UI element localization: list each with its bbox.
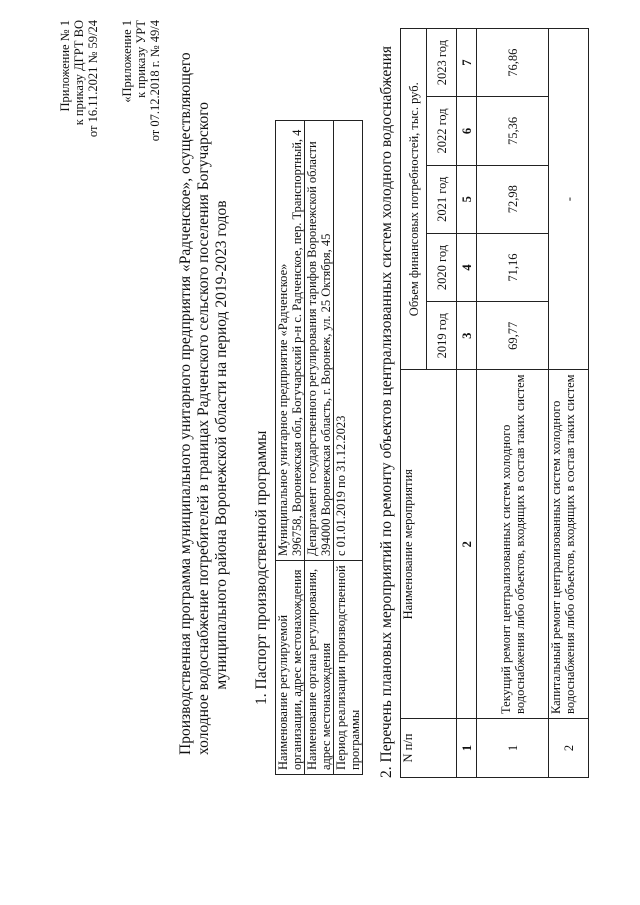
table-row	[549, 29, 589, 778]
index-cell: 3	[457, 302, 477, 370]
annex-line: от 07.12.2018 г. № 49/4	[148, 20, 162, 142]
index-cell: 4	[457, 233, 477, 301]
annex-note-original	[120, 20, 162, 141]
table-row	[477, 29, 549, 778]
row-value: 72,98	[477, 165, 549, 233]
row-value: 75,36	[477, 97, 549, 165]
row-number: 1	[477, 719, 549, 778]
table-row	[305, 121, 334, 775]
col-header-year: 2021 год	[427, 165, 457, 233]
annex-note-current	[58, 20, 100, 137]
row-value: 71,16	[477, 233, 549, 301]
section-1-heading: 1. Паспорт производственной программы	[253, 430, 270, 705]
index-cell: 7	[457, 29, 477, 97]
passport-value: Муниципальное унитарное предприятие «Радченское» 396758, Воронежская обл, Богучарский р-н с. Радченское, пер. Транспортный, 4	[276, 121, 305, 561]
col-header-year: 2020 год	[427, 233, 457, 301]
annex-line: от 16.11.2021 № 59/24	[86, 20, 100, 138]
passport-table	[275, 120, 363, 775]
col-header-year: 2023 год	[427, 29, 457, 97]
passport-label: Наименование органа регулирования, адрес местонахождения	[305, 561, 334, 775]
title-line: Производственная программа муниципального унитарного предприятия «Радченское», осуществляющего	[177, 52, 194, 755]
passport-value: Департамент государственного регулирования тарифов Воронежской области 394000 Воронежская область, г. Воронеж, ул. 25 Октября, 45	[305, 121, 334, 561]
section-2-heading: 2. Перечень плановых мероприятий по ремонту объектов централизованных систем холодного водоснабжения	[378, 45, 395, 778]
passport-label: Наименование регулируемой организации, адрес местонахождения	[276, 561, 305, 775]
row-value: 69,77	[477, 302, 549, 370]
row-name: Капитальный ремонт централизованных систем холодного водоснабжения либо объектов, входящих в состав таких систем	[549, 370, 589, 719]
row-number: 2	[549, 719, 589, 778]
annex-line: «Приложение 1	[120, 20, 134, 103]
document-title	[177, 52, 231, 755]
table-row	[334, 121, 363, 775]
col-header-group: Объем финансовых потребностей, тыс. руб.	[401, 29, 427, 370]
index-cell: 5	[457, 165, 477, 233]
col-header-name: Наименование мероприятия	[401, 370, 457, 719]
index-cell: 6	[457, 97, 477, 165]
annex-line: Приложение № 1	[58, 20, 72, 112]
title-line: холодное водоснабжение потребителей в границах Радченского сельского поселения Богучарского	[195, 102, 212, 755]
annex-line: к приказу УРТ	[134, 20, 148, 98]
annex-line: к приказу ДГРТ ВО	[72, 20, 86, 126]
passport-value: с 01.01.2019 по 31.12.2023	[334, 121, 363, 561]
col-header-year: 2019 год	[427, 302, 457, 370]
row-name: Текущий ремонт централизованных систем холодного водоснабжения либо объектов, входящих в состав таких систем	[477, 370, 549, 719]
repair-plan-table	[400, 28, 589, 778]
table-header-row	[401, 29, 427, 778]
passport-label: Период реализации производственной программы	[334, 561, 363, 775]
title-line: муниципального района Воронежской области на период 2019-2023 годов	[213, 200, 230, 690]
col-header-year: 2022 год	[427, 97, 457, 165]
index-cell: 1	[457, 719, 477, 778]
row-merged-value: -	[549, 29, 589, 370]
table-row	[276, 121, 305, 775]
table-index-row	[457, 29, 477, 778]
row-value: 76,86	[477, 29, 549, 97]
index-cell: 2	[457, 370, 477, 719]
col-header-number: N п/п	[401, 719, 457, 778]
